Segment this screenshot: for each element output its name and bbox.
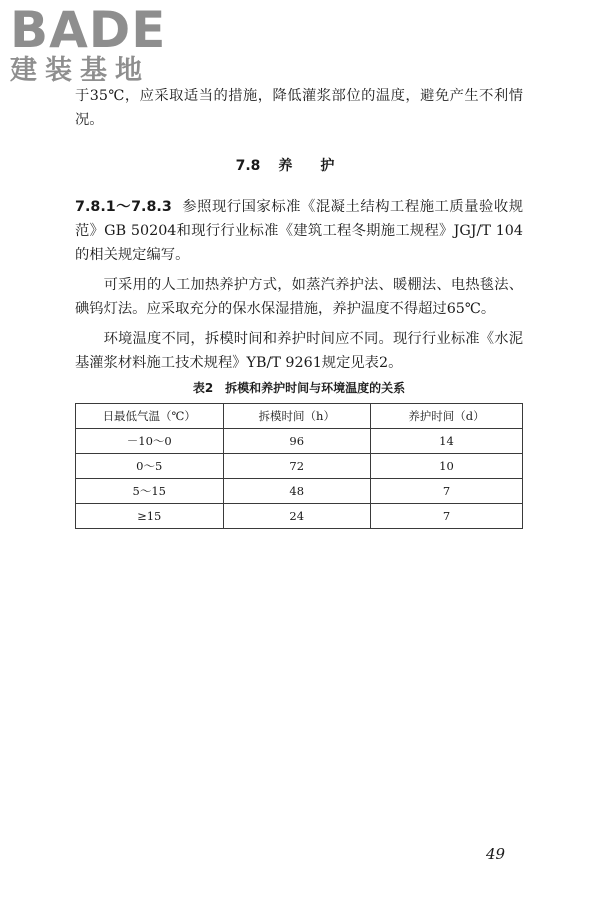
table-row	[76, 479, 523, 504]
table-cell: 96	[223, 429, 371, 454]
table-row	[76, 429, 523, 454]
continuation-paragraph: 于35℃，应采取适当的措施，降低灌浆部位的温度，避免产生不利情况。	[75, 88, 523, 128]
watermark-subtitle: 建装基地	[10, 55, 150, 86]
table-row	[76, 504, 523, 529]
page-content	[75, 84, 523, 529]
header-formwork-removal-time: 拆模时间（h）	[223, 404, 371, 429]
table-cell: 5～15	[76, 479, 224, 504]
section-number: 7.8	[235, 158, 261, 174]
environment-paragraph: 环境温度不同，拆模时间和养护时间应不同。现行行业标准《水泥基灌浆材料施工技术规程》YB/T 9261规定见表2。	[75, 331, 523, 371]
heating-methods-paragraph: 可采用的人工加热养护方式，如蒸汽养护法、暖棚法、电热毯法、碘钨灯法。应采取充分的保水保湿措施，养护温度不得超过65℃。	[75, 277, 523, 317]
table-cell: 48	[223, 479, 371, 504]
table-cell: 10	[371, 454, 523, 479]
table-caption-title: 拆模和养护时间与环境温度的关系	[225, 381, 406, 395]
section-title: 养护	[278, 158, 363, 174]
watermark-brand: BADE	[10, 1, 167, 59]
table-caption-number: 表2	[192, 381, 214, 395]
header-min-temperature: 日最低气温（℃）	[76, 404, 224, 429]
clause-number: 7.8.1～7.8.3	[75, 199, 172, 215]
clause-text: 参照现行国家标准《混凝土结构工程施工质量验收规范》GB 50204和现行行业标准《建筑工程冬期施工规程》JGJ/T 104的相关规定编写。	[75, 199, 523, 263]
table-cell: 14	[371, 429, 523, 454]
table-cell: ≥15	[76, 504, 224, 529]
page-number: 49	[486, 845, 506, 863]
table-header-row	[76, 404, 523, 429]
table-cell: 72	[223, 454, 371, 479]
curing-time-table	[75, 403, 523, 529]
table-cell: －10～0	[76, 429, 224, 454]
clause-paragraph	[75, 195, 523, 267]
table-cell: 0～5	[76, 454, 224, 479]
table-caption	[75, 379, 523, 397]
watermark-logo	[10, 1, 180, 88]
header-curing-time: 养护时间（d）	[371, 404, 523, 429]
table-cell: 24	[223, 504, 371, 529]
table-cell: 7	[371, 479, 523, 504]
table-row	[76, 454, 523, 479]
table-cell: 7	[371, 504, 523, 529]
section-heading	[75, 154, 523, 178]
